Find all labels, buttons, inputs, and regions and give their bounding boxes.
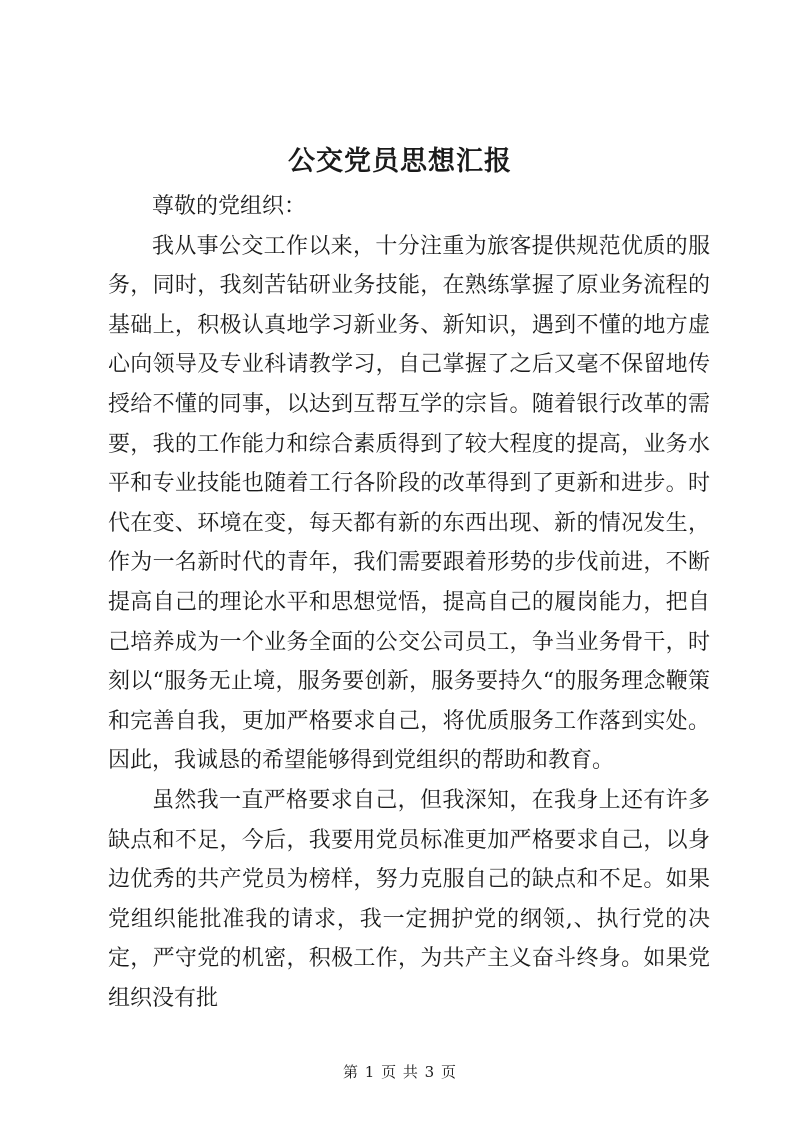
greeting-line: 尊敬的党组织： [152,194,307,219]
document-title: 公交党员思想汇报 [288,146,512,177]
paragraph-1: 我从事公交工作以来，十分注重为旅客提供规范优质的服务，同时，我刻苦钻研业务技能，在熟练掌握了原业务流程的基础上，积极认真地学习新业务、新知识，遇到不懂的地方虚心向领导及专业科请教学习，自己掌握了之后又毫不保留地传授给不懂的同事，以达到互帮互学的宗旨。随着银行改革的需要，我的工作能力和综合素质得到了较大程度的提高，业务水平和专业技能也随着工行各阶段的改革得到了更新和进步。时代在变、环境在变，每天都有新的东西出现、新的情况发生，作为一名新时代的青年，我们需要跟着形势的步伐前进，不断提高自己的理论水平和思想觉悟，提高自己的履岗能力，把自己培养成为一个业务全面的公交公司员工，争当业务骨干，时刻以“服务无止境，服务要创新，服务要持久“的服务理念鞭策和完善自我，更加严格要求自己，将优质服务工作落到实处。因此，我诚恳的希望能够得到党组织的帮助和教育。 [108,233,710,774]
page-footer [0,1061,800,1083]
page-number-label: 第 1 页 共 3 页 [343,1063,457,1081]
paragraph-2: 虽然我一直严格要求自己，但我深知，在我身上还有许多缺点和不足，今后，我要用党员标准更加严格要求自己，以身边优秀的共产党员为榜样，努力克服自己的缺点和不足。如果党组织能批准我的请求，我一定拥护党的纲领,、执行党的决定，严守党的机密，积极工作，为共产主义奋斗终身。如果党组织没有批 [108,787,710,1011]
document-body [108,187,710,1018]
